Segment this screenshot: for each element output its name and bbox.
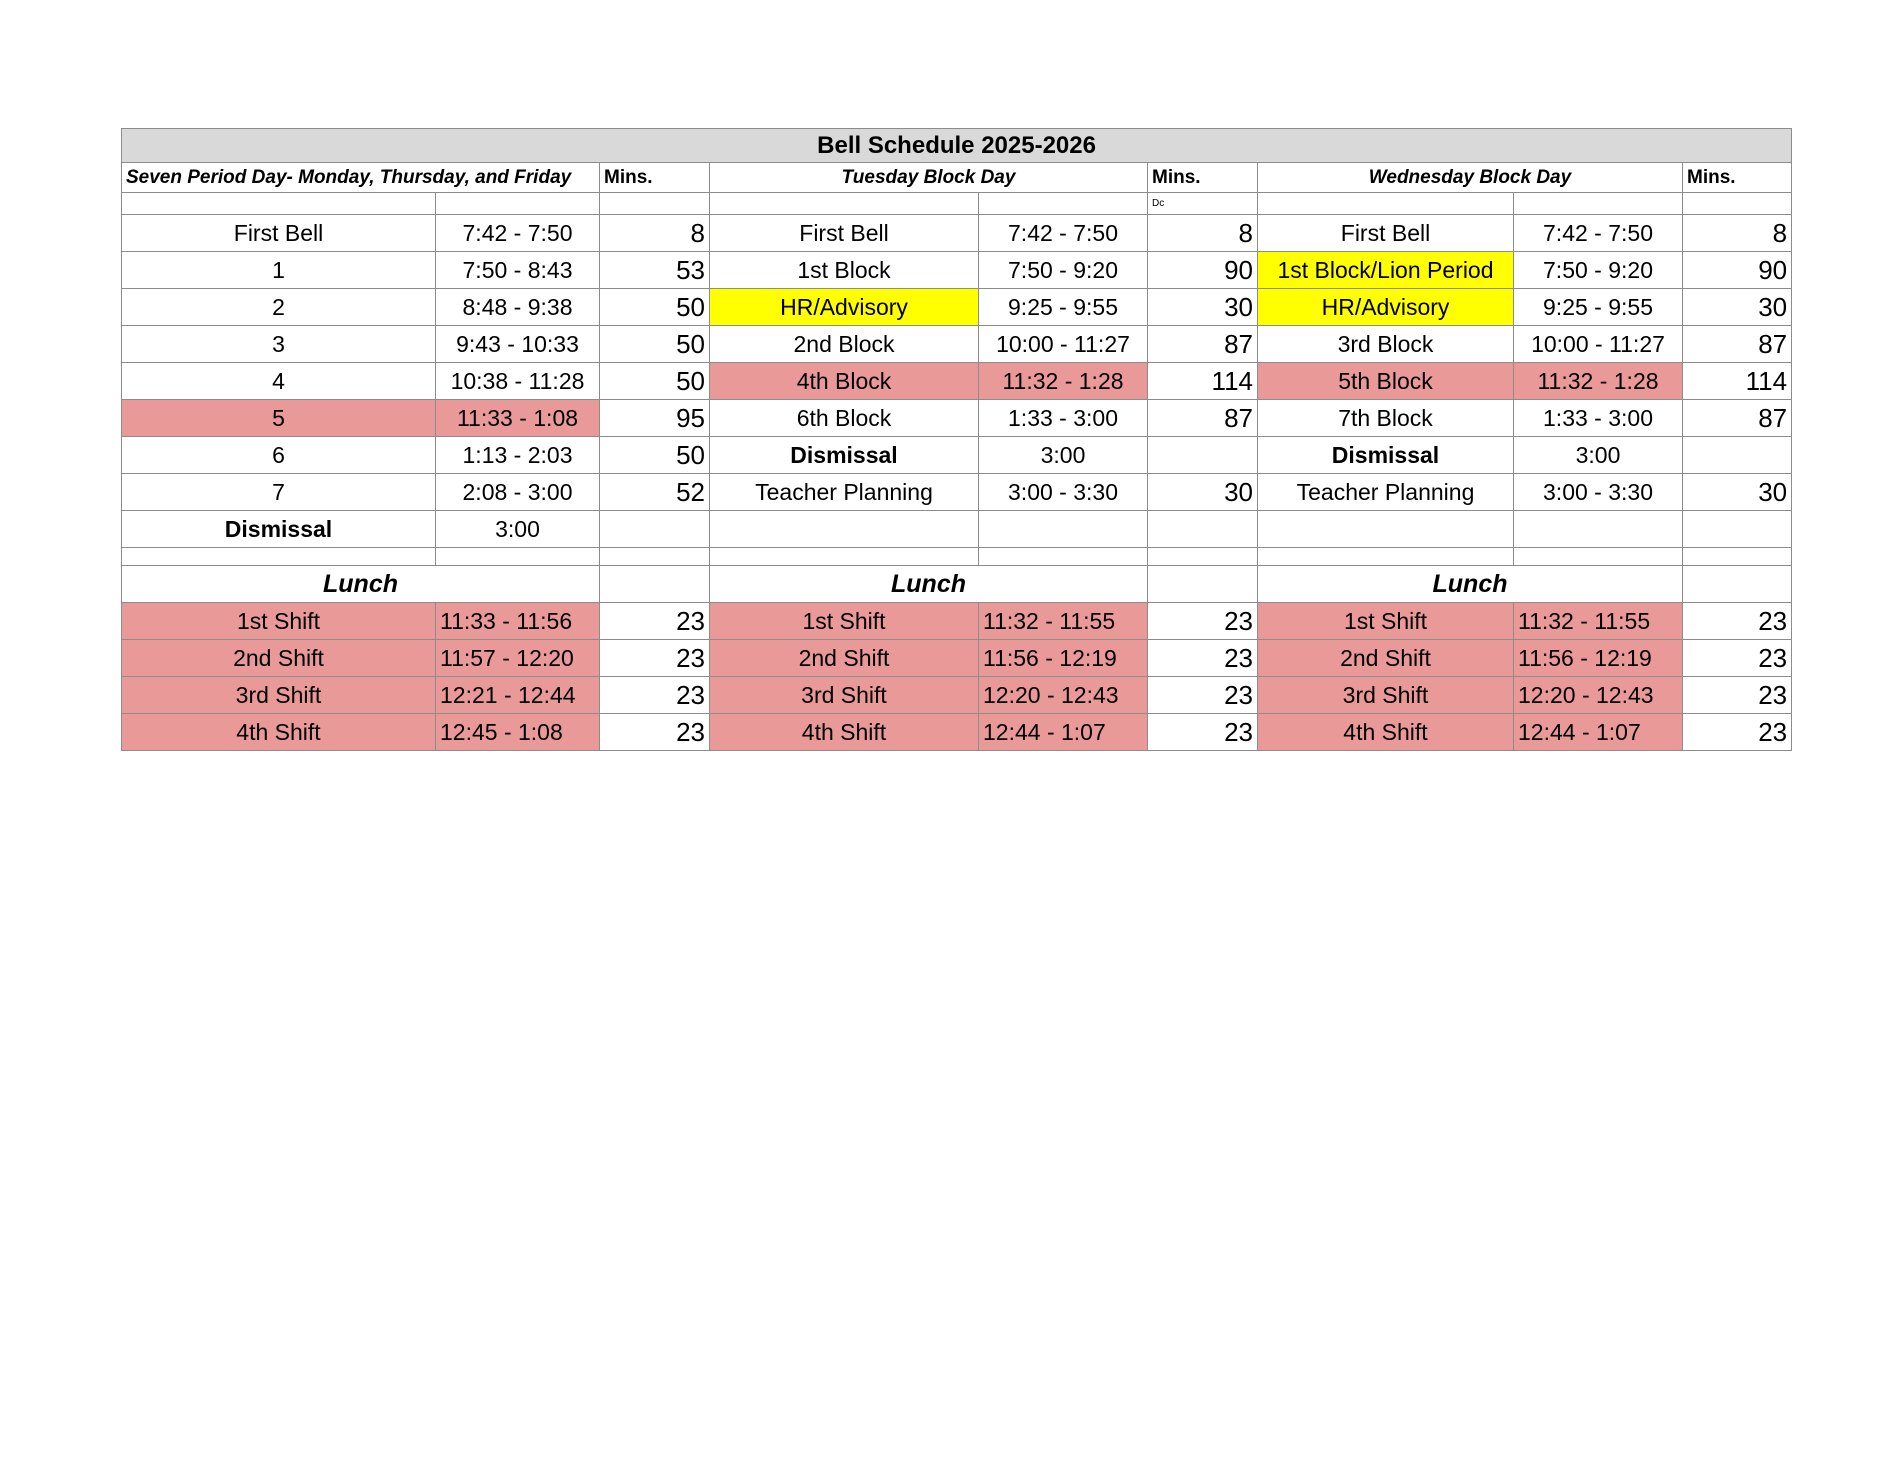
lunch-shift-mins: 23 <box>1148 640 1258 677</box>
period-name: 2 <box>122 289 436 326</box>
lunch-shift-name: 4th Shift <box>1258 714 1514 751</box>
schedule-row <box>122 289 1792 326</box>
mins-header: Mins. <box>1148 163 1258 193</box>
lunch-row <box>122 677 1792 714</box>
empty-cell <box>1683 511 1792 548</box>
empty-cell <box>1514 511 1683 548</box>
lunch-shift-name: 1st Shift <box>1258 603 1514 640</box>
period-mins: 50 <box>600 289 710 326</box>
empty-cell <box>1258 511 1514 548</box>
lunch-shift-name: 2nd Shift <box>122 640 436 677</box>
period-time: 3:00 - 3:30 <box>979 474 1148 511</box>
dismissal-time: 3:00 <box>436 511 600 548</box>
period-time: 10:38 - 11:28 <box>436 363 600 400</box>
lunch-shift-time: 12:44 - 1:07 <box>979 714 1148 751</box>
lunch-shift-name: 4th Shift <box>710 714 979 751</box>
lunch-shift-time: 11:32 - 11:55 <box>979 603 1148 640</box>
period-name: 3rd Block <box>1258 326 1514 363</box>
empty-cell <box>1148 566 1258 603</box>
lunch-shift-time: 12:45 - 1:08 <box>436 714 600 751</box>
empty-cell <box>979 548 1148 566</box>
period-mins: 87 <box>1148 400 1258 437</box>
period-time: 9:43 - 10:33 <box>436 326 600 363</box>
period-name: 2nd Block <box>710 326 979 363</box>
empty-cell <box>436 548 600 566</box>
period-name: 6th Block <box>710 400 979 437</box>
lunch-shift-name: 3rd Shift <box>1258 677 1514 714</box>
period-mins <box>1683 437 1792 474</box>
lunch-shift-time: 12:20 - 12:43 <box>1514 677 1683 714</box>
period-mins: 87 <box>1148 326 1258 363</box>
period-mins: 87 <box>1683 326 1792 363</box>
empty-cell <box>979 193 1148 215</box>
period-time-lunch-block: 11:33 - 1:08 <box>436 400 600 437</box>
bell-schedule-sheet <box>121 128 1791 751</box>
empty-cell <box>1683 548 1792 566</box>
lunch-header-row <box>122 566 1792 603</box>
period-mins: 8 <box>1148 215 1258 252</box>
empty-cell <box>600 548 710 566</box>
period-mins: 90 <box>1148 252 1258 289</box>
mins-header: Mins. <box>1683 163 1792 193</box>
period-mins: 30 <box>1683 474 1792 511</box>
empty-cell <box>122 193 436 215</box>
lunch-shift-mins: 23 <box>600 714 710 751</box>
schedule-row <box>122 326 1792 363</box>
lunch-shift-time: 12:44 - 1:07 <box>1514 714 1683 751</box>
period-mins: 52 <box>600 474 710 511</box>
period-mins: 87 <box>1683 400 1792 437</box>
lunch-shift-mins: 23 <box>1148 714 1258 751</box>
lunch-shift-name: 2nd Shift <box>710 640 979 677</box>
period-time: 2:08 - 3:00 <box>436 474 600 511</box>
period-time: 7:42 - 7:50 <box>436 215 600 252</box>
empty-cell <box>436 193 600 215</box>
period-name: 7th Block <box>1258 400 1514 437</box>
period-name: Teacher Planning <box>1258 474 1514 511</box>
period-mins: 8 <box>600 215 710 252</box>
schedule-title: Bell Schedule 2025-2026 <box>122 129 1792 163</box>
period-mins: 90 <box>1683 252 1792 289</box>
period-mins: 95 <box>600 400 710 437</box>
schedule-row <box>122 252 1792 289</box>
period-time: 9:25 - 9:55 <box>979 289 1148 326</box>
period-name: Teacher Planning <box>710 474 979 511</box>
period-mins: 8 <box>1683 215 1792 252</box>
period-mins: 50 <box>600 326 710 363</box>
period-name-highlighted: HR/Advisory <box>710 289 979 326</box>
title-row <box>122 129 1792 163</box>
dismissal-time: 3:00 <box>979 437 1148 474</box>
period-time: 7:50 - 9:20 <box>979 252 1148 289</box>
lunch-shift-mins: 23 <box>1148 603 1258 640</box>
period-time: 7:50 - 8:43 <box>436 252 600 289</box>
period-name: First Bell <box>1258 215 1514 252</box>
period-time-lunch-block: 11:32 - 1:28 <box>1514 363 1683 400</box>
empty-cell <box>710 548 979 566</box>
period-name: First Bell <box>710 215 979 252</box>
period-name: 4 <box>122 363 436 400</box>
empty-cell <box>600 193 710 215</box>
period-time: 1:13 - 2:03 <box>436 437 600 474</box>
lunch-shift-mins: 23 <box>1683 603 1792 640</box>
period-mins: 30 <box>1683 289 1792 326</box>
period-time: 7:50 - 9:20 <box>1514 252 1683 289</box>
period-name-lunch-block: 5th Block <box>1258 363 1514 400</box>
lunch-shift-mins: 23 <box>600 603 710 640</box>
dismissal-label: Dismissal <box>122 511 436 548</box>
period-name: 1 <box>122 252 436 289</box>
period-time: 1:33 - 3:00 <box>979 400 1148 437</box>
empty-cell <box>1514 193 1683 215</box>
period-mins: 50 <box>600 437 710 474</box>
empty-cell <box>600 566 710 603</box>
empty-cell <box>1148 548 1258 566</box>
schedule-row <box>122 363 1792 400</box>
lunch-shift-time: 11:32 - 11:55 <box>1514 603 1683 640</box>
period-mins: 30 <box>1148 474 1258 511</box>
spacer-row <box>122 548 1792 566</box>
lunch-shift-mins: 23 <box>1683 677 1792 714</box>
period-time: 1:33 - 3:00 <box>1514 400 1683 437</box>
dismissal-label: Dismissal <box>1258 437 1514 474</box>
empty-cell <box>1258 193 1514 215</box>
schedule-row <box>122 511 1792 548</box>
period-name: 6 <box>122 437 436 474</box>
period-name-highlighted: 1st Block/Lion Period <box>1258 252 1514 289</box>
lunch-shift-mins: 23 <box>600 677 710 714</box>
lunch-shift-name: 1st Shift <box>710 603 979 640</box>
cell-note: Dc <box>1148 193 1258 215</box>
period-time: 8:48 - 9:38 <box>436 289 600 326</box>
period-time: 3:00 - 3:30 <box>1514 474 1683 511</box>
empty-cell <box>979 511 1148 548</box>
wednesday-header: Wednesday Block Day <box>1258 163 1683 193</box>
dismissal-label: Dismissal <box>710 437 979 474</box>
lunch-shift-name: 3rd Shift <box>710 677 979 714</box>
period-mins <box>1148 437 1258 474</box>
period-time: 10:00 - 11:27 <box>1514 326 1683 363</box>
mins-header: Mins. <box>600 163 710 193</box>
period-mins: 114 <box>1683 363 1792 400</box>
period-name: 1st Block <box>710 252 979 289</box>
lunch-shift-time: 12:20 - 12:43 <box>979 677 1148 714</box>
lunch-heading: Lunch <box>710 566 1148 603</box>
empty-cell <box>1148 511 1258 548</box>
period-name: First Bell <box>122 215 436 252</box>
schedule-row <box>122 400 1792 437</box>
lunch-shift-name: 4th Shift <box>122 714 436 751</box>
period-mins <box>600 511 710 548</box>
period-name-highlighted: HR/Advisory <box>1258 289 1514 326</box>
lunch-shift-mins: 23 <box>1683 640 1792 677</box>
period-name: 3 <box>122 326 436 363</box>
lunch-row <box>122 714 1792 751</box>
schedule-row <box>122 474 1792 511</box>
lunch-heading: Lunch <box>1258 566 1683 603</box>
period-name: 7 <box>122 474 436 511</box>
empty-cell <box>122 548 436 566</box>
lunch-row <box>122 603 1792 640</box>
period-mins: 114 <box>1148 363 1258 400</box>
header-row <box>122 163 1792 193</box>
period-name-lunch-block: 4th Block <box>710 363 979 400</box>
period-time: 9:25 - 9:55 <box>1514 289 1683 326</box>
lunch-row <box>122 640 1792 677</box>
schedule-row <box>122 437 1792 474</box>
period-mins: 30 <box>1148 289 1258 326</box>
lunch-shift-mins: 23 <box>1683 714 1792 751</box>
lunch-shift-mins: 23 <box>600 640 710 677</box>
empty-cell <box>1683 193 1792 215</box>
lunch-shift-time: 11:33 - 11:56 <box>436 603 600 640</box>
period-name-lunch-block: 5 <box>122 400 436 437</box>
lunch-shift-name: 1st Shift <box>122 603 436 640</box>
lunch-shift-name: 2nd Shift <box>1258 640 1514 677</box>
empty-cell <box>1258 548 1514 566</box>
tuesday-header: Tuesday Block Day <box>710 163 1148 193</box>
period-mins: 53 <box>600 252 710 289</box>
bell-schedule-table <box>121 128 1792 751</box>
period-time: 7:42 - 7:50 <box>1514 215 1683 252</box>
period-time-lunch-block: 11:32 - 1:28 <box>979 363 1148 400</box>
lunch-shift-time: 12:21 - 12:44 <box>436 677 600 714</box>
lunch-shift-mins: 23 <box>1148 677 1258 714</box>
empty-cell <box>1514 548 1683 566</box>
dismissal-time: 3:00 <box>1514 437 1683 474</box>
lunch-shift-time: 11:56 - 12:19 <box>979 640 1148 677</box>
note-row <box>122 193 1792 215</box>
lunch-shift-time: 11:57 - 12:20 <box>436 640 600 677</box>
lunch-shift-name: 3rd Shift <box>122 677 436 714</box>
lunch-heading: Lunch <box>122 566 600 603</box>
period-time: 7:42 - 7:50 <box>979 215 1148 252</box>
schedule-row <box>122 215 1792 252</box>
empty-cell <box>1683 566 1792 603</box>
seven-period-day-header: Seven Period Day- Monday, Thursday, and Friday <box>122 163 600 193</box>
lunch-shift-time: 11:56 - 12:19 <box>1514 640 1683 677</box>
period-mins: 50 <box>600 363 710 400</box>
empty-cell <box>710 193 979 215</box>
empty-cell <box>710 511 979 548</box>
period-time: 10:00 - 11:27 <box>979 326 1148 363</box>
